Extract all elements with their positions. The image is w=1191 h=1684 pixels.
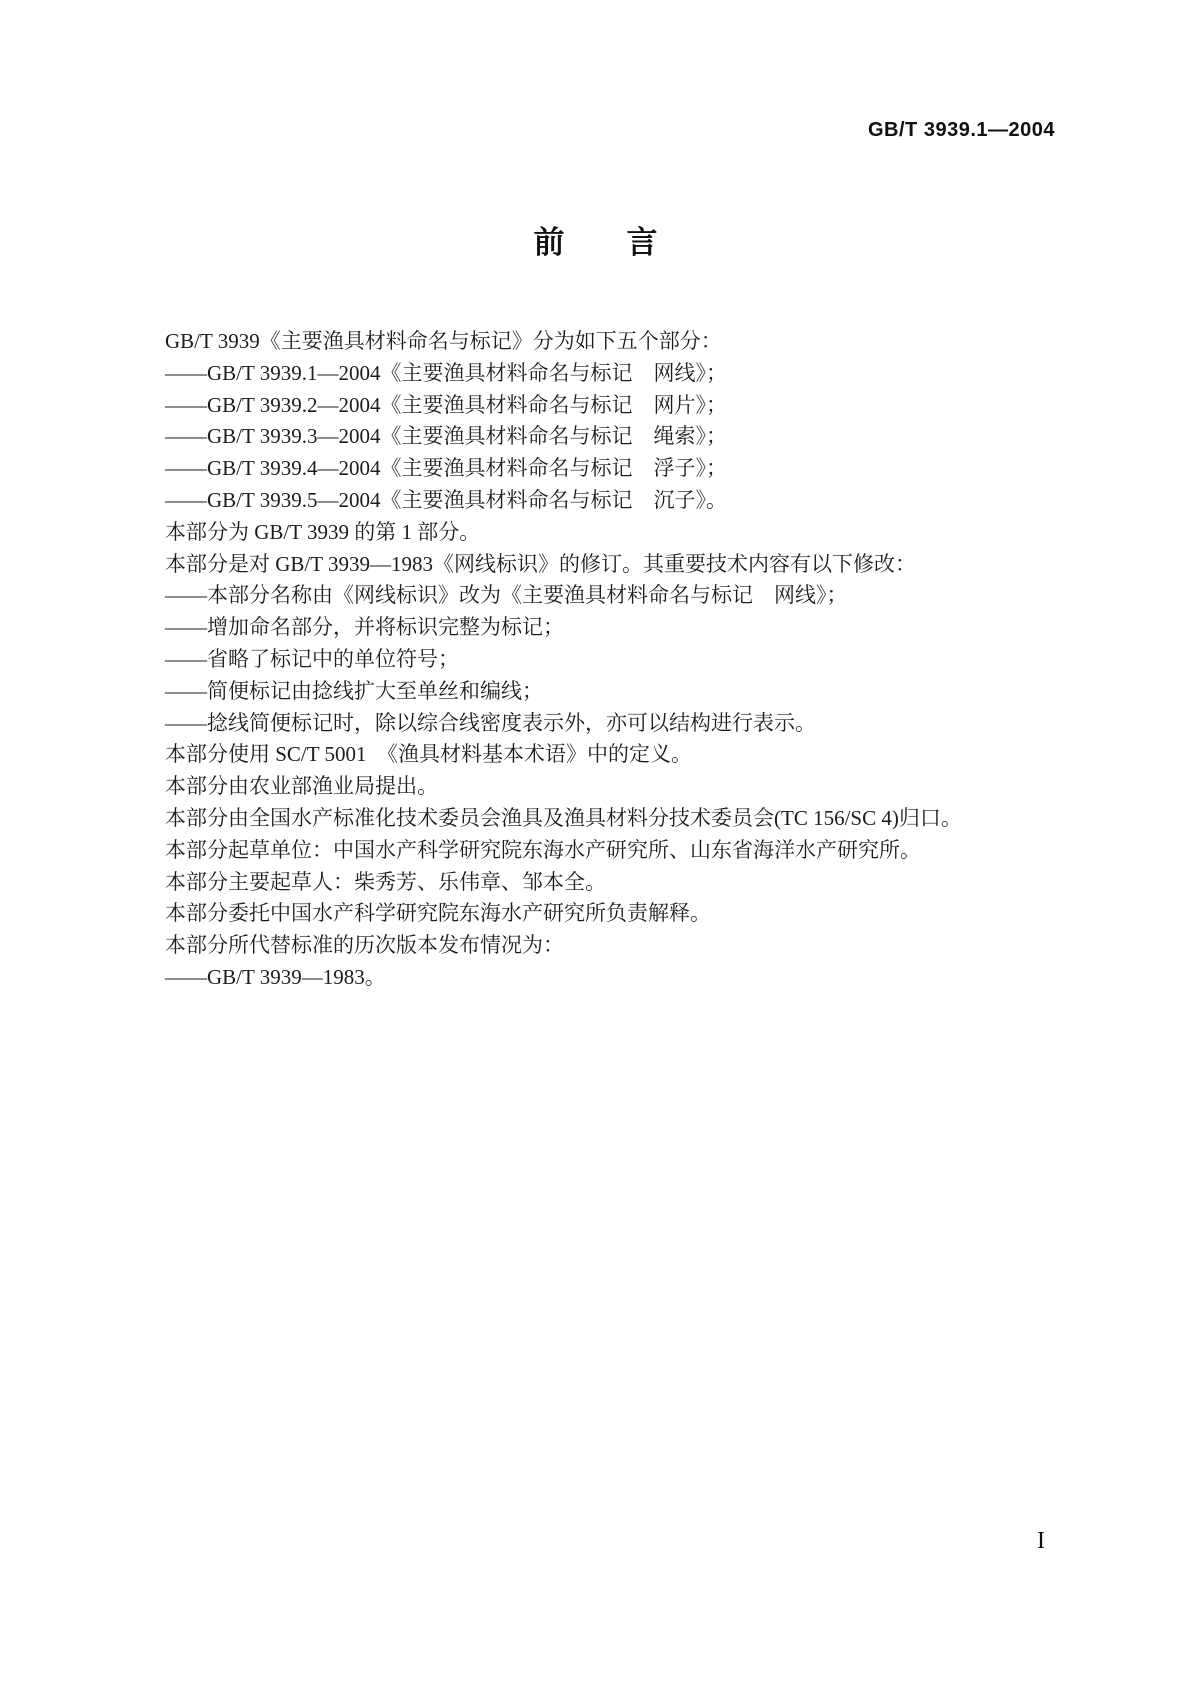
foreword-body <box>123 326 1058 994</box>
foreword-statement: 本部分所代替标准的历次版本发布情况为： <box>165 933 564 958</box>
revision-list-item: ——增加命名部分，并将标识完整为标记； <box>165 615 564 640</box>
revision-list-item: ——省略了标记中的单位符号； <box>165 646 459 671</box>
revision-list-item: ——捻线简便标记时，除以综合线密度表示外，亦可以结构进行表示。 <box>165 710 816 735</box>
part-list-item: ——GB/T 3939.5—2004《主要渔具材料命名与标记 沉子》。 <box>165 487 727 512</box>
page-number: I <box>1037 1528 1045 1554</box>
revision-list-item: ——简便标记由捻线扩大至单丝和编线； <box>165 678 543 703</box>
foreword-statement: 本部分由全国水产标准化技术委员会渔具及渔具材料分技术委员会(TC 156/SC 4)归口。 <box>165 805 962 830</box>
page-title: 前 言 <box>533 225 658 260</box>
part-list-item: ——GB/T 3939.3—2004《主要渔具材料命名与标记 绳索》； <box>165 424 727 449</box>
foreword-statement: 本部分由农业部渔业局提出。 <box>165 774 438 799</box>
foreword-statement: 本部分起草单位：中国水产科学研究院东海水产研究所、山东省海洋水产研究所。 <box>165 837 921 862</box>
standard-code: GB/T 3939.1—2004 <box>868 119 1055 141</box>
previous-edition-item: ——GB/T 3939—1983。 <box>165 964 386 989</box>
foreword-intro: GB/T 3939《主要渔具材料命名与标记》分为如下五个部分： <box>165 329 722 353</box>
foreword-statement: 本部分使用 SC/T 5001 《渔具材料基本术语》中的定义。 <box>165 742 692 767</box>
foreword-statement: 本部分委托中国水产科学研究院东海水产研究所负责解释。 <box>165 901 711 926</box>
revision-list-item: ——本部分名称由《网线标识》改为《主要渔具材料命名与标记 网线》； <box>165 583 848 608</box>
part-list-item: ——GB/T 3939.1—2004《主要渔具材料命名与标记 网线》； <box>165 360 727 385</box>
foreword-statement: 本部分是对 GB/T 3939—1983《网线标识》的修订。其重要技术内容有以下修改： <box>165 551 916 576</box>
part-list-item: ——GB/T 3939.2—2004《主要渔具材料命名与标记 网片》； <box>165 392 727 417</box>
foreword-statement: 本部分为 GB/T 3939 的第 1 部分。 <box>165 519 481 544</box>
foreword-statement: 本部分主要起草人：柴秀芳、乐伟章、邹本全。 <box>165 869 606 894</box>
part-list-item: ——GB/T 3939.4—2004《主要渔具材料命名与标记 浮子》； <box>165 456 727 481</box>
